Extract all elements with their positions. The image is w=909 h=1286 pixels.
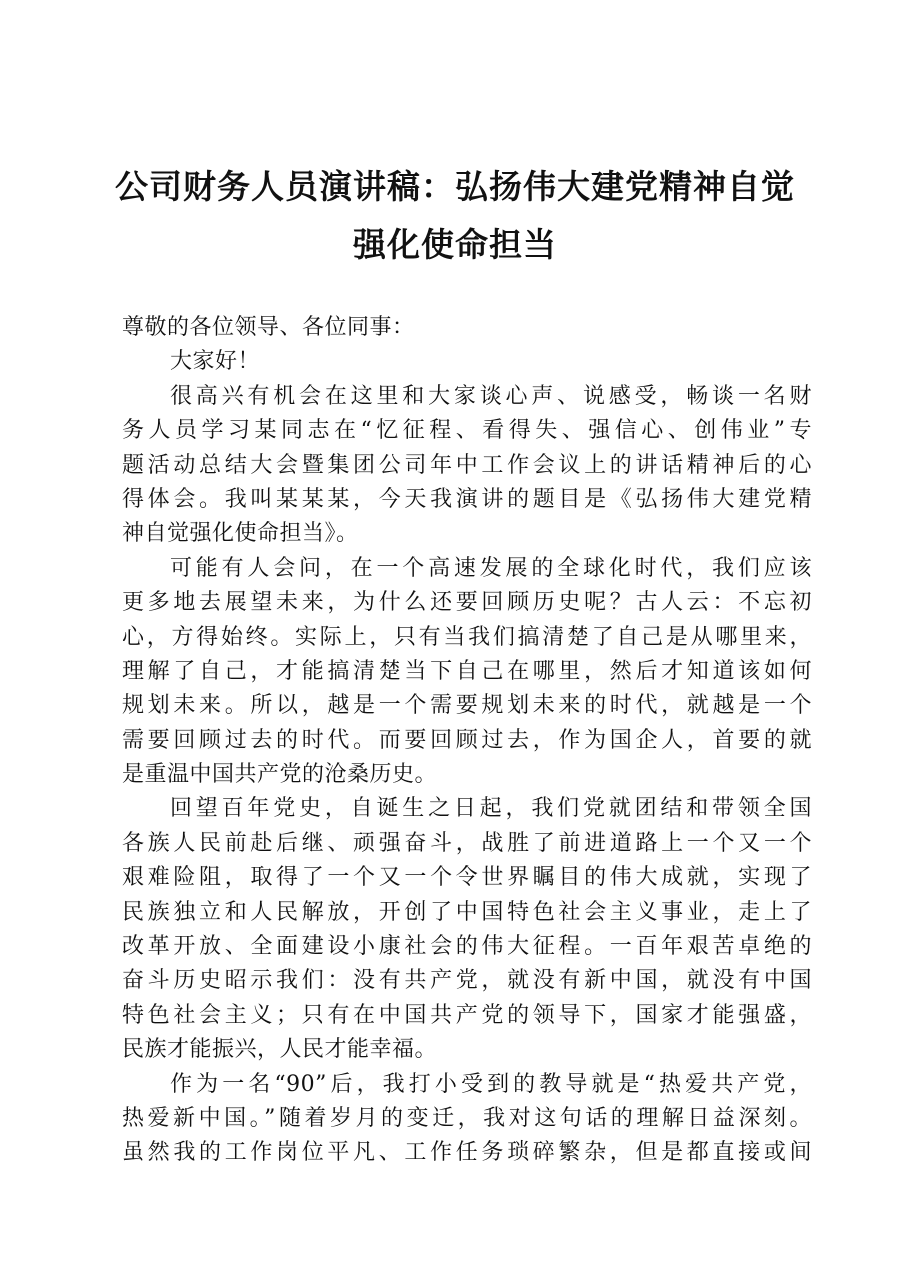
- paragraph-line: 改革开放、全面建设小康社会的伟大征程。一百年艰苦卓绝的: [122, 934, 812, 960]
- paragraph-line: 大家好！: [170, 349, 261, 375]
- paragraph-line: 民族独立和人民解放，开创了中国特色社会主义事业，走上了: [122, 899, 812, 925]
- document-body: [122, 311, 812, 1171]
- paragraph-line: 心，方得始终。实际上，只有当我们搞清楚了自己是从哪里来，: [122, 624, 812, 650]
- paragraph-line: 虽然我的工作岗位平凡、工作任务琐碎繁杂，但是都直接或间: [122, 1140, 812, 1166]
- paragraph: [122, 345, 812, 379]
- paragraph-line: 特色社会主义；只有在中国共产党的领导下，国家才能强盛，: [122, 1002, 812, 1028]
- salutation: 尊敬的各位领导、各位同事：: [122, 315, 415, 340]
- paragraph-line: 可能有人会问，在一个高速发展的全球化时代，我们应该: [170, 555, 812, 581]
- paragraph: [122, 380, 812, 552]
- paragraph-line: 很高兴有机会在这里和大家谈心声、说感受，畅谈一名财: [170, 383, 812, 409]
- paragraph-line: 理解了自己，才能搞清楚当下自己在哪里，然后才知道该如何: [122, 658, 812, 684]
- document-title: [110, 158, 800, 274]
- title-line-2: 强化使命担当: [353, 225, 557, 264]
- paragraph-line: 回望百年党史，自诞生之日起，我们党就团结和带领全国: [170, 796, 812, 822]
- paragraph-line: 各族人民前赴后继、顽强奋斗，战胜了前进道路上一个又一个: [122, 830, 812, 856]
- paragraph-line: 规划未来。所以，越是一个需要规划未来的时代，就越是一个: [122, 693, 812, 719]
- paragraph-line: 是重温中国共产党的沧桑历史。: [122, 762, 438, 788]
- paragraph-line: 热爱新中国。”随着岁月的变迁，我对这句话的理解日益深刻。: [122, 1105, 812, 1131]
- paragraph-line: 民族才能振兴，人民才能幸福。: [122, 1037, 438, 1063]
- paragraph-line: 神自觉强化使命担当》。: [122, 521, 359, 547]
- title-line-1: 公司财务人员演讲稿：弘扬伟大建党精神自觉: [115, 167, 795, 206]
- paragraph-line: 奋斗历史昭示我们：没有共产党，就没有新中国，就没有中国: [122, 968, 812, 994]
- paragraph-line: 得体会。我叫某某某，今天我演讲的题目是《弘扬伟大建党精: [122, 486, 812, 512]
- paragraph-line: 作为一名“90”后，我打小受到的教导就是“热爱共产党，: [170, 1071, 812, 1097]
- paragraph: [122, 1068, 812, 1171]
- paragraph-line: 需要回顾过去的时代。而要回顾过去，作为国企人，首要的就: [122, 727, 812, 753]
- paragraph: [122, 552, 812, 793]
- paragraph-line: 务人员学习某同志在“忆征程、看得失、强信心、创伟业”专: [122, 418, 812, 444]
- paragraph-line: 更多地去展望未来，为什么还要回顾历史呢？古人云：不忘初: [122, 590, 812, 616]
- paragraph-line: 艰难险阻，取得了一个又一个令世界瞩目的伟大成就，实现了: [122, 865, 812, 891]
- paragraph-line: 题活动总结大会暨集团公司年中工作会议上的讲话精神后的心: [122, 452, 812, 478]
- paragraph: [122, 792, 812, 1067]
